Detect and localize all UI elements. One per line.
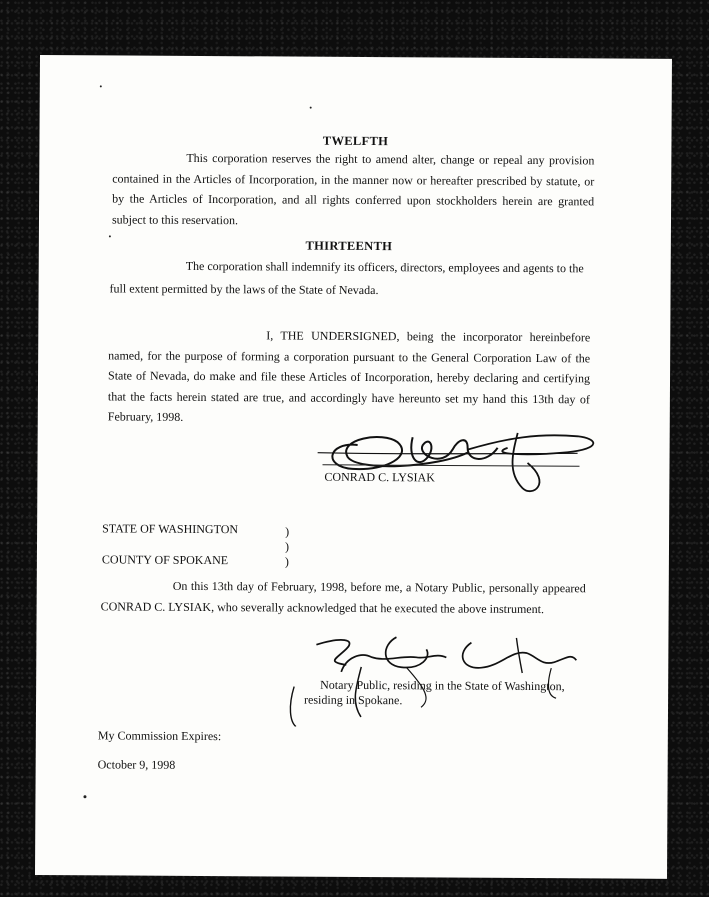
venue-paren-2: )	[284, 539, 290, 554]
twelfth-heading: TWELFTH	[322, 133, 389, 149]
thirteenth-line-2: full extent permitted by the laws of the State of Nevada.	[109, 281, 379, 298]
acknowledgment-paragraph: On this 13th day of February, 1998, before me, a Notary Public, personally appeared CONRAD C. LYSIAK, who severally acknowledged that he executed the above instrument.	[100, 578, 586, 616]
scan-speck	[109, 235, 111, 237]
commission-date: October 9, 1998	[97, 757, 176, 772]
undersigned-paragraph: I, THE UNDERSIGNED, being the incorporator hereinbefore named, for the purpose of forming a corporation pursuant to the General Corporation Law of the State of Nevada, do make and file these Articles of Incorporation, hereby declaring and certifying that the facts herein stated are true, and accordingly have hereunto set my hand this 13th day of February, 1998.	[107, 328, 591, 424]
venue-paren-1: )	[285, 524, 290, 539]
scan-speck	[100, 85, 102, 87]
venue-county: COUNTY OF SPOKANE	[101, 552, 229, 568]
incorporator-signature	[317, 427, 607, 499]
thirteenth-heading: THIRTEENTH	[305, 238, 393, 254]
incorporator-name: CONRAD C. LYSIAK	[324, 469, 435, 485]
document-page	[35, 55, 672, 879]
scan-speck	[83, 795, 86, 798]
scan-speck	[310, 107, 312, 109]
venue-state: STATE OF WASHINGTON	[102, 521, 239, 537]
notary-line-1: Notary Public, residing in the State of Washington,	[320, 677, 565, 694]
twelfth-paragraph: This corporation reserves the right to amend alter, change or repeal any provision contained in the Articles of Incorporation, in the manner now or hereafter prescribed by statute, or by the Articles of Incorporation, and all rights conferred upon stockholders herein are granted subject to this reservation.	[111, 150, 595, 227]
notary-line-2: residing in Spokane.	[304, 692, 403, 708]
commission-label: My Commission Expires:	[97, 728, 222, 744]
thirteenth-line-1: The corporation shall indemnify its officers, directors, employees and agents to the	[185, 258, 584, 276]
venue-paren-3: )	[284, 554, 289, 569]
